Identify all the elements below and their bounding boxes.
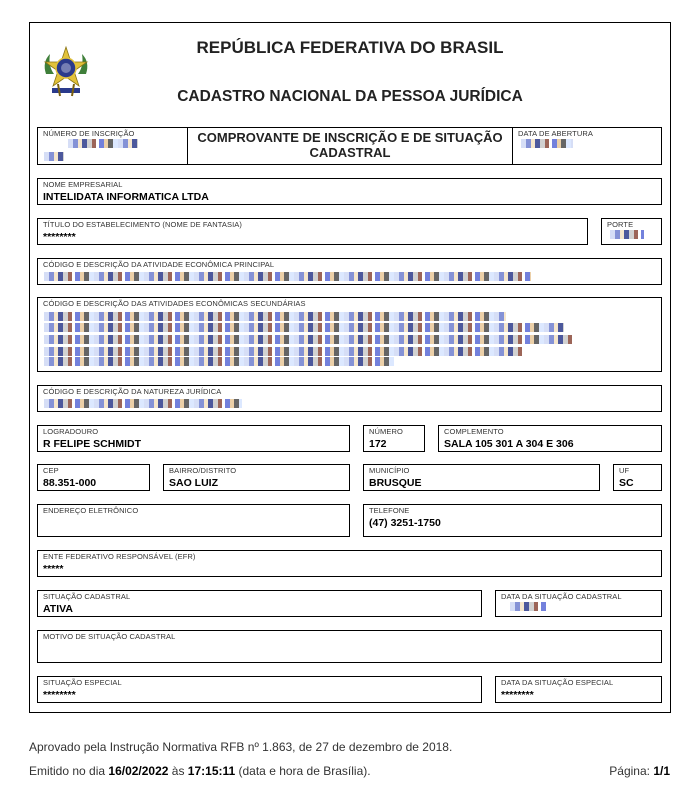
redacted-matriz (44, 152, 64, 161)
municipio-box (363, 464, 600, 491)
titulo-estabelecimento-value: ******** (43, 231, 76, 243)
emitido-time: 17:15:11 (187, 764, 236, 778)
email-label: ENDEREÇO ELETRÔNICO (43, 506, 139, 515)
bairro-box (163, 464, 350, 491)
municipio-label: MUNICÍPIO (369, 466, 410, 475)
redacted-secundarias-line-3 (44, 335, 574, 344)
atividade-principal-label: CÓDIGO E DESCRIÇÃO DA ATIVIDADE ECONÔMICA PRINCIPAL (43, 260, 275, 269)
complemento-value: SALA 105 301 A 304 E 306 (444, 438, 574, 450)
numero-inscricao-label: NÚMERO DE INSCRIÇÃO (43, 129, 135, 138)
numero-inscricao-box (37, 127, 188, 165)
footer-emitido (29, 764, 371, 778)
emitido-date: 16/02/2022 (108, 764, 169, 778)
pagina-label: Página: (609, 764, 654, 778)
data-situacao-especial-box (495, 676, 662, 703)
uf-box (613, 464, 662, 491)
redacted-numero (68, 139, 138, 148)
uf-value: SC (619, 477, 634, 489)
redacted-secundarias-line-2 (44, 323, 564, 332)
efr-box (37, 550, 662, 577)
telefone-label: TELEFONE (369, 506, 410, 515)
cep-value: 88.351-000 (43, 477, 97, 489)
pagina-value: 1/1 (653, 764, 670, 778)
situacao-cadastral-box (37, 590, 482, 617)
redacted-secundarias-line-5 (44, 357, 394, 366)
data-situacao-label: DATA DA SITUAÇÃO CADASTRAL (501, 592, 622, 601)
email-box (37, 504, 350, 537)
atividades-secundarias-box (37, 297, 662, 372)
redacted-atividade-principal (44, 272, 531, 281)
footer-pagina (609, 764, 670, 778)
cep-label: CEP (43, 466, 59, 475)
header-title: REPÚBLICA FEDERATIVA DO BRASIL (196, 38, 504, 57)
natureza-juridica-box (37, 385, 662, 412)
emitido-prefix: Emitido no dia (29, 764, 109, 778)
efr-label: ENTE FEDERATIVO RESPONSÁVEL (EFR) (43, 552, 196, 561)
emitido-mid: às (168, 764, 188, 778)
brazil-coat-of-arms-icon (40, 44, 92, 100)
bairro-value: SAO LUIZ (169, 477, 218, 489)
atividades-secundarias-label: CÓDIGO E DESCRIÇÃO DAS ATIVIDADES ECONÔMICAS SECUNDÁRIAS (43, 299, 306, 308)
bairro-label: BAIRRO/DISTRITO (169, 466, 237, 475)
data-abertura-box (512, 127, 662, 165)
situacao-especial-label: SITUAÇÃO ESPECIAL (43, 678, 122, 687)
situacao-especial-value: ******** (43, 689, 76, 701)
comprovante-title: COMPROVANTE DE INSCRIÇÃO E DE SITUAÇÃO CADASTRAL (197, 130, 503, 160)
efr-value: ***** (43, 563, 64, 575)
complemento-box (438, 425, 662, 452)
uf-label: UF (619, 466, 630, 475)
logradouro-label: LOGRADOURO (43, 427, 99, 436)
comprovante-title-box (187, 127, 513, 165)
data-situacao-especial-label: DATA DA SITUAÇÃO ESPECIAL (501, 678, 614, 687)
emitido-suffix: (data e hora de Brasília). (235, 764, 371, 778)
nome-empresarial-value: INTELIDATA INFORMATICA LTDA (43, 191, 209, 203)
situacao-cadastral-value: ATIVA (43, 603, 73, 615)
redacted-porte (610, 230, 644, 239)
redacted-data-abertura (521, 139, 573, 148)
situacao-cadastral-label: SITUAÇÃO CADASTRAL (43, 592, 131, 601)
data-abertura-label: DATA DE ABERTURA (518, 129, 593, 138)
data-situacao-box (495, 590, 662, 617)
data-situacao-especial-value: ******** (501, 689, 534, 701)
porte-label: PORTE (607, 220, 634, 229)
numero-label: NÚMERO (369, 427, 403, 436)
nome-empresarial-label: NOME EMPRESARIAL (43, 180, 123, 189)
redacted-secundarias-line-4 (44, 347, 524, 356)
header-subtitle: CADASTRO NACIONAL DA PESSOA JURÍDICA (177, 88, 523, 105)
redacted-secundarias-line-1 (44, 312, 506, 321)
titulo-estabelecimento-label: TÍTULO DO ESTABELECIMENTO (NOME DE FANTASIA) (43, 220, 243, 229)
motivo-box (37, 630, 662, 663)
cep-box (37, 464, 150, 491)
telefone-value: (47) 3251-1750 (369, 517, 441, 529)
atividade-principal-box (37, 258, 662, 285)
redacted-natureza-juridica (44, 399, 242, 408)
redacted-data-situacao (510, 602, 546, 611)
numero-box (363, 425, 425, 452)
porte-box (601, 218, 662, 245)
motivo-label: MOTIVO DE SITUAÇÃO CADASTRAL (43, 632, 176, 641)
logradouro-box (37, 425, 350, 452)
municipio-value: BRUSQUE (369, 477, 422, 489)
numero-value: 172 (369, 438, 387, 450)
logradouro-value: R FELIPE SCHMIDT (43, 438, 142, 450)
complemento-label: COMPLEMENTO (444, 427, 504, 436)
telefone-box (363, 504, 662, 537)
nome-empresarial-box (37, 178, 662, 205)
situacao-especial-box (37, 676, 482, 703)
titulo-estabelecimento-box (37, 218, 588, 245)
natureza-juridica-label: CÓDIGO E DESCRIÇÃO DA NATUREZA JURÍDICA (43, 387, 222, 396)
footer-aprovado: Aprovado pela Instrução Normativa RFB nº 1.863, de 27 de dezembro de 2018. (29, 740, 453, 754)
